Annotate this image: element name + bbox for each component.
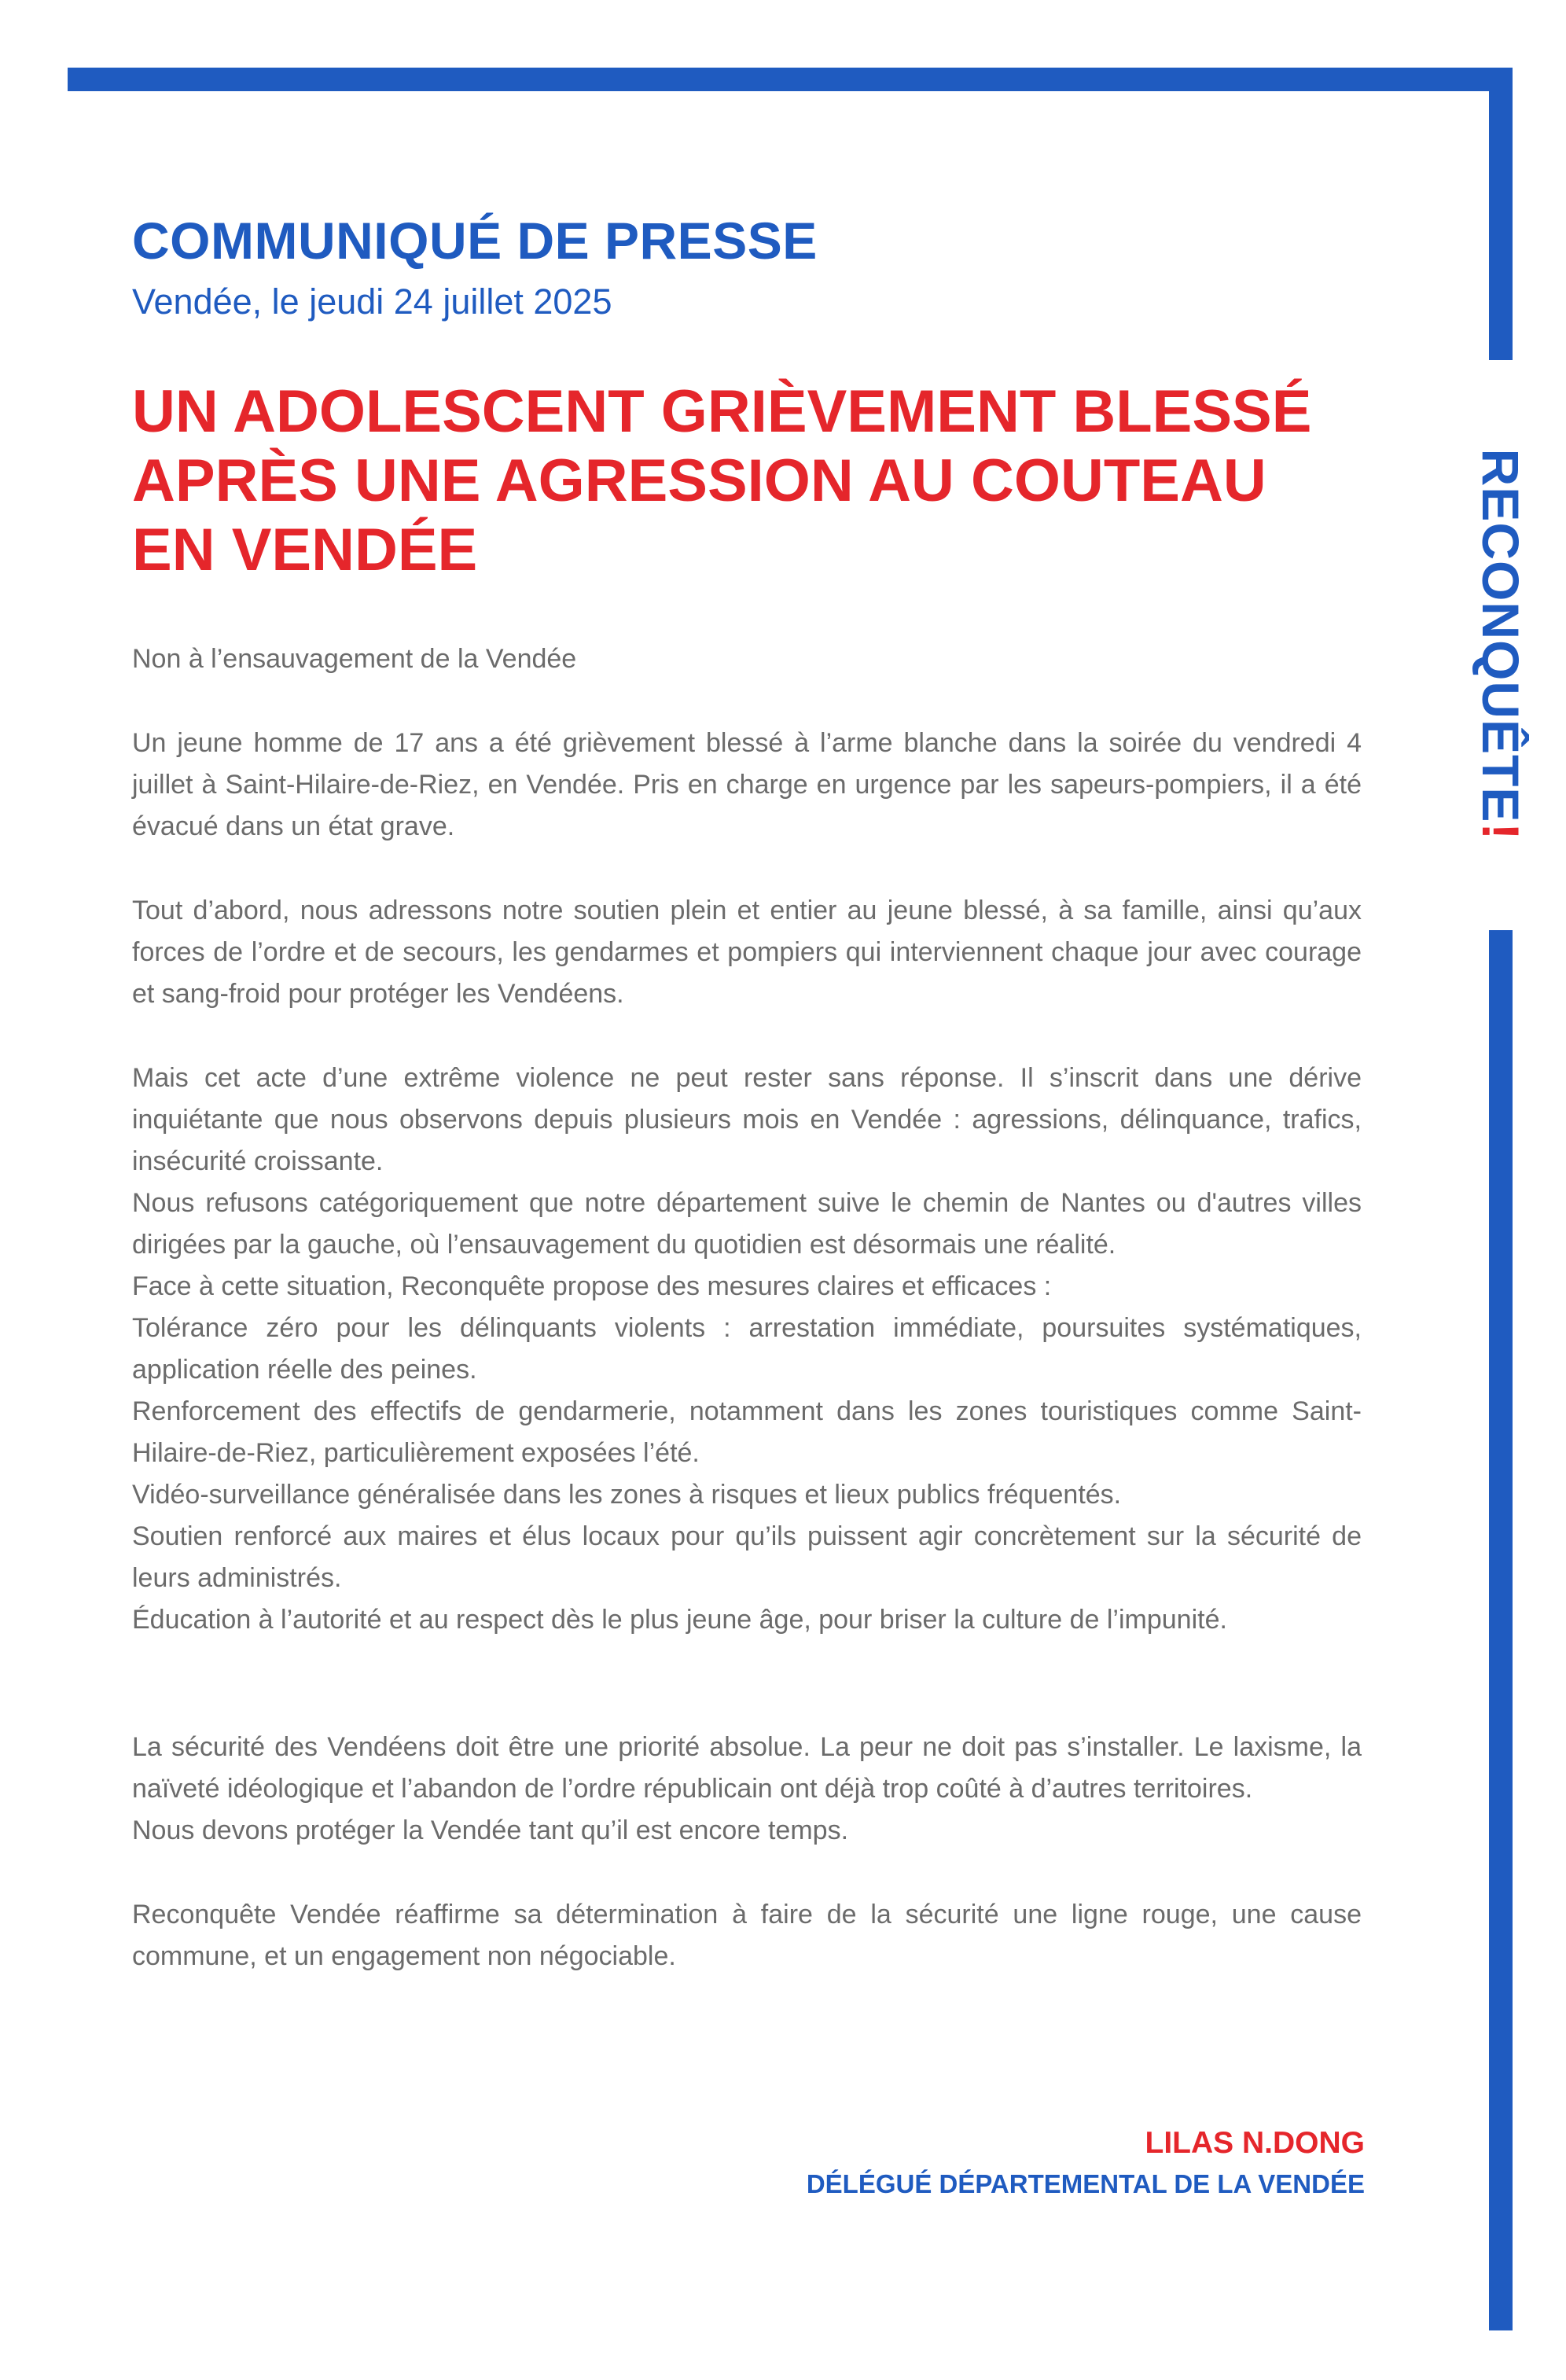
frame-top-bar [68, 68, 1513, 91]
brand-word: RECONQUÊTE [1472, 448, 1530, 823]
signatory-title: DÉLÉGUÉ DÉPARTEMENTAL DE LA VENDÉE [806, 2169, 1365, 2198]
headline [132, 377, 1429, 585]
headline-line: APRÈS UNE AGRESSION AU COUTEAU [132, 447, 1266, 514]
paragraph-violence: Mais cet acte d’une extrême violence ne peut rester sans réponse. Il s’inscrit dans une dérive inquiétante que nous observons depuis plusieurs mois en Vendée : agressions, délinquance, trafics, insécurité croissante. [132, 1063, 1362, 1176]
brand-mark: ! [1472, 822, 1530, 841]
intro-paragraph: Non à l’ensauvagement de la Vendée [132, 644, 577, 674]
headline-line: UN ADOLESCENT GRIÈVEMENT BLESSÉ [132, 378, 1312, 445]
brand-logo [1471, 449, 1531, 841]
signatory-name: LILAS N.DONG [1145, 2126, 1365, 2160]
paragraph-protect: Nous devons protéger la Vendée tant qu’il est encore temps. [132, 1815, 849, 1845]
body-text [132, 638, 1362, 1977]
document-type-label: COMMUNIQUÉ DE PRESSE [132, 212, 818, 270]
document-date: Vendée, le jeudi 24 juillet 2025 [132, 281, 612, 322]
measure-item: Vidéo-surveillance généralisée dans les zones à risques et lieux publics fréquentés. [132, 1480, 1122, 1510]
paragraph-conclusion: Reconquête Vendée réaffirme sa détermination à faire de la sécurité une ligne rouge, une cause commune, et un engagement non négociable. [132, 1900, 1362, 1971]
measure-item: Renforcement des effectifs de gendarmerie, notamment dans les zones touristiques comme Saint-Hilaire-de-Riez, particulièrement exposées l’été. [132, 1396, 1362, 1468]
measure-item: Soutien renforcé aux maires et élus locaux pour qu’ils puissent agir concrètement sur la sécurité de leurs administrés. [132, 1521, 1362, 1593]
frame-right-bar-lower [1489, 930, 1513, 2330]
paragraph-support: Tout d’abord, nous adressons notre soutien plein et entier au jeune blessé, à sa famille, ainsi qu’aux forces de l’ordre et de secours, les gendarmes et pompiers qui interviennent chaque jour avec courage et sang-froid pour protéger les Vendéens. [132, 896, 1362, 1009]
paragraph-incident: Un jeune homme de 17 ans a été grièvement blessé à l’arme blanche dans la soirée du vendredi 4 juillet à Saint-Hilaire-de-Riez, en Vendée. Pris en charge en urgence par les sapeurs-pompiers, il a été évacué dans un état grave. [132, 728, 1362, 841]
measure-item: Tolérance zéro pour les délinquants violents : arrestation immédiate, poursuites systématiques, application réelle des peines. [132, 1313, 1362, 1385]
frame-right-bar-upper [1489, 68, 1513, 360]
measure-item: Éducation à l’autorité et au respect dès le plus jeune âge, pour briser la culture de l’impunité. [132, 1605, 1227, 1635]
paragraph-refusal: Nous refusons catégoriquement que notre département suive le chemin de Nantes ou d'autres villes dirigées par la gauche, où l’ensauvagement du quotidien est désormais une réalité. [132, 1188, 1362, 1260]
paragraph-security-priority: La sécurité des Vendéens doit être une priorité absolue. La peur ne doit pas s’installer. Le laxisme, la naïveté idéologique et l’abandon de l’ordre républicain ont déjà trop coûté à d’autres territoires. [132, 1732, 1362, 1804]
paragraph-proposal-intro: Face à cette situation, Reconquête propose des mesures claires et efficaces : [132, 1271, 1052, 1301]
headline-line: EN VENDÉE [132, 517, 478, 583]
